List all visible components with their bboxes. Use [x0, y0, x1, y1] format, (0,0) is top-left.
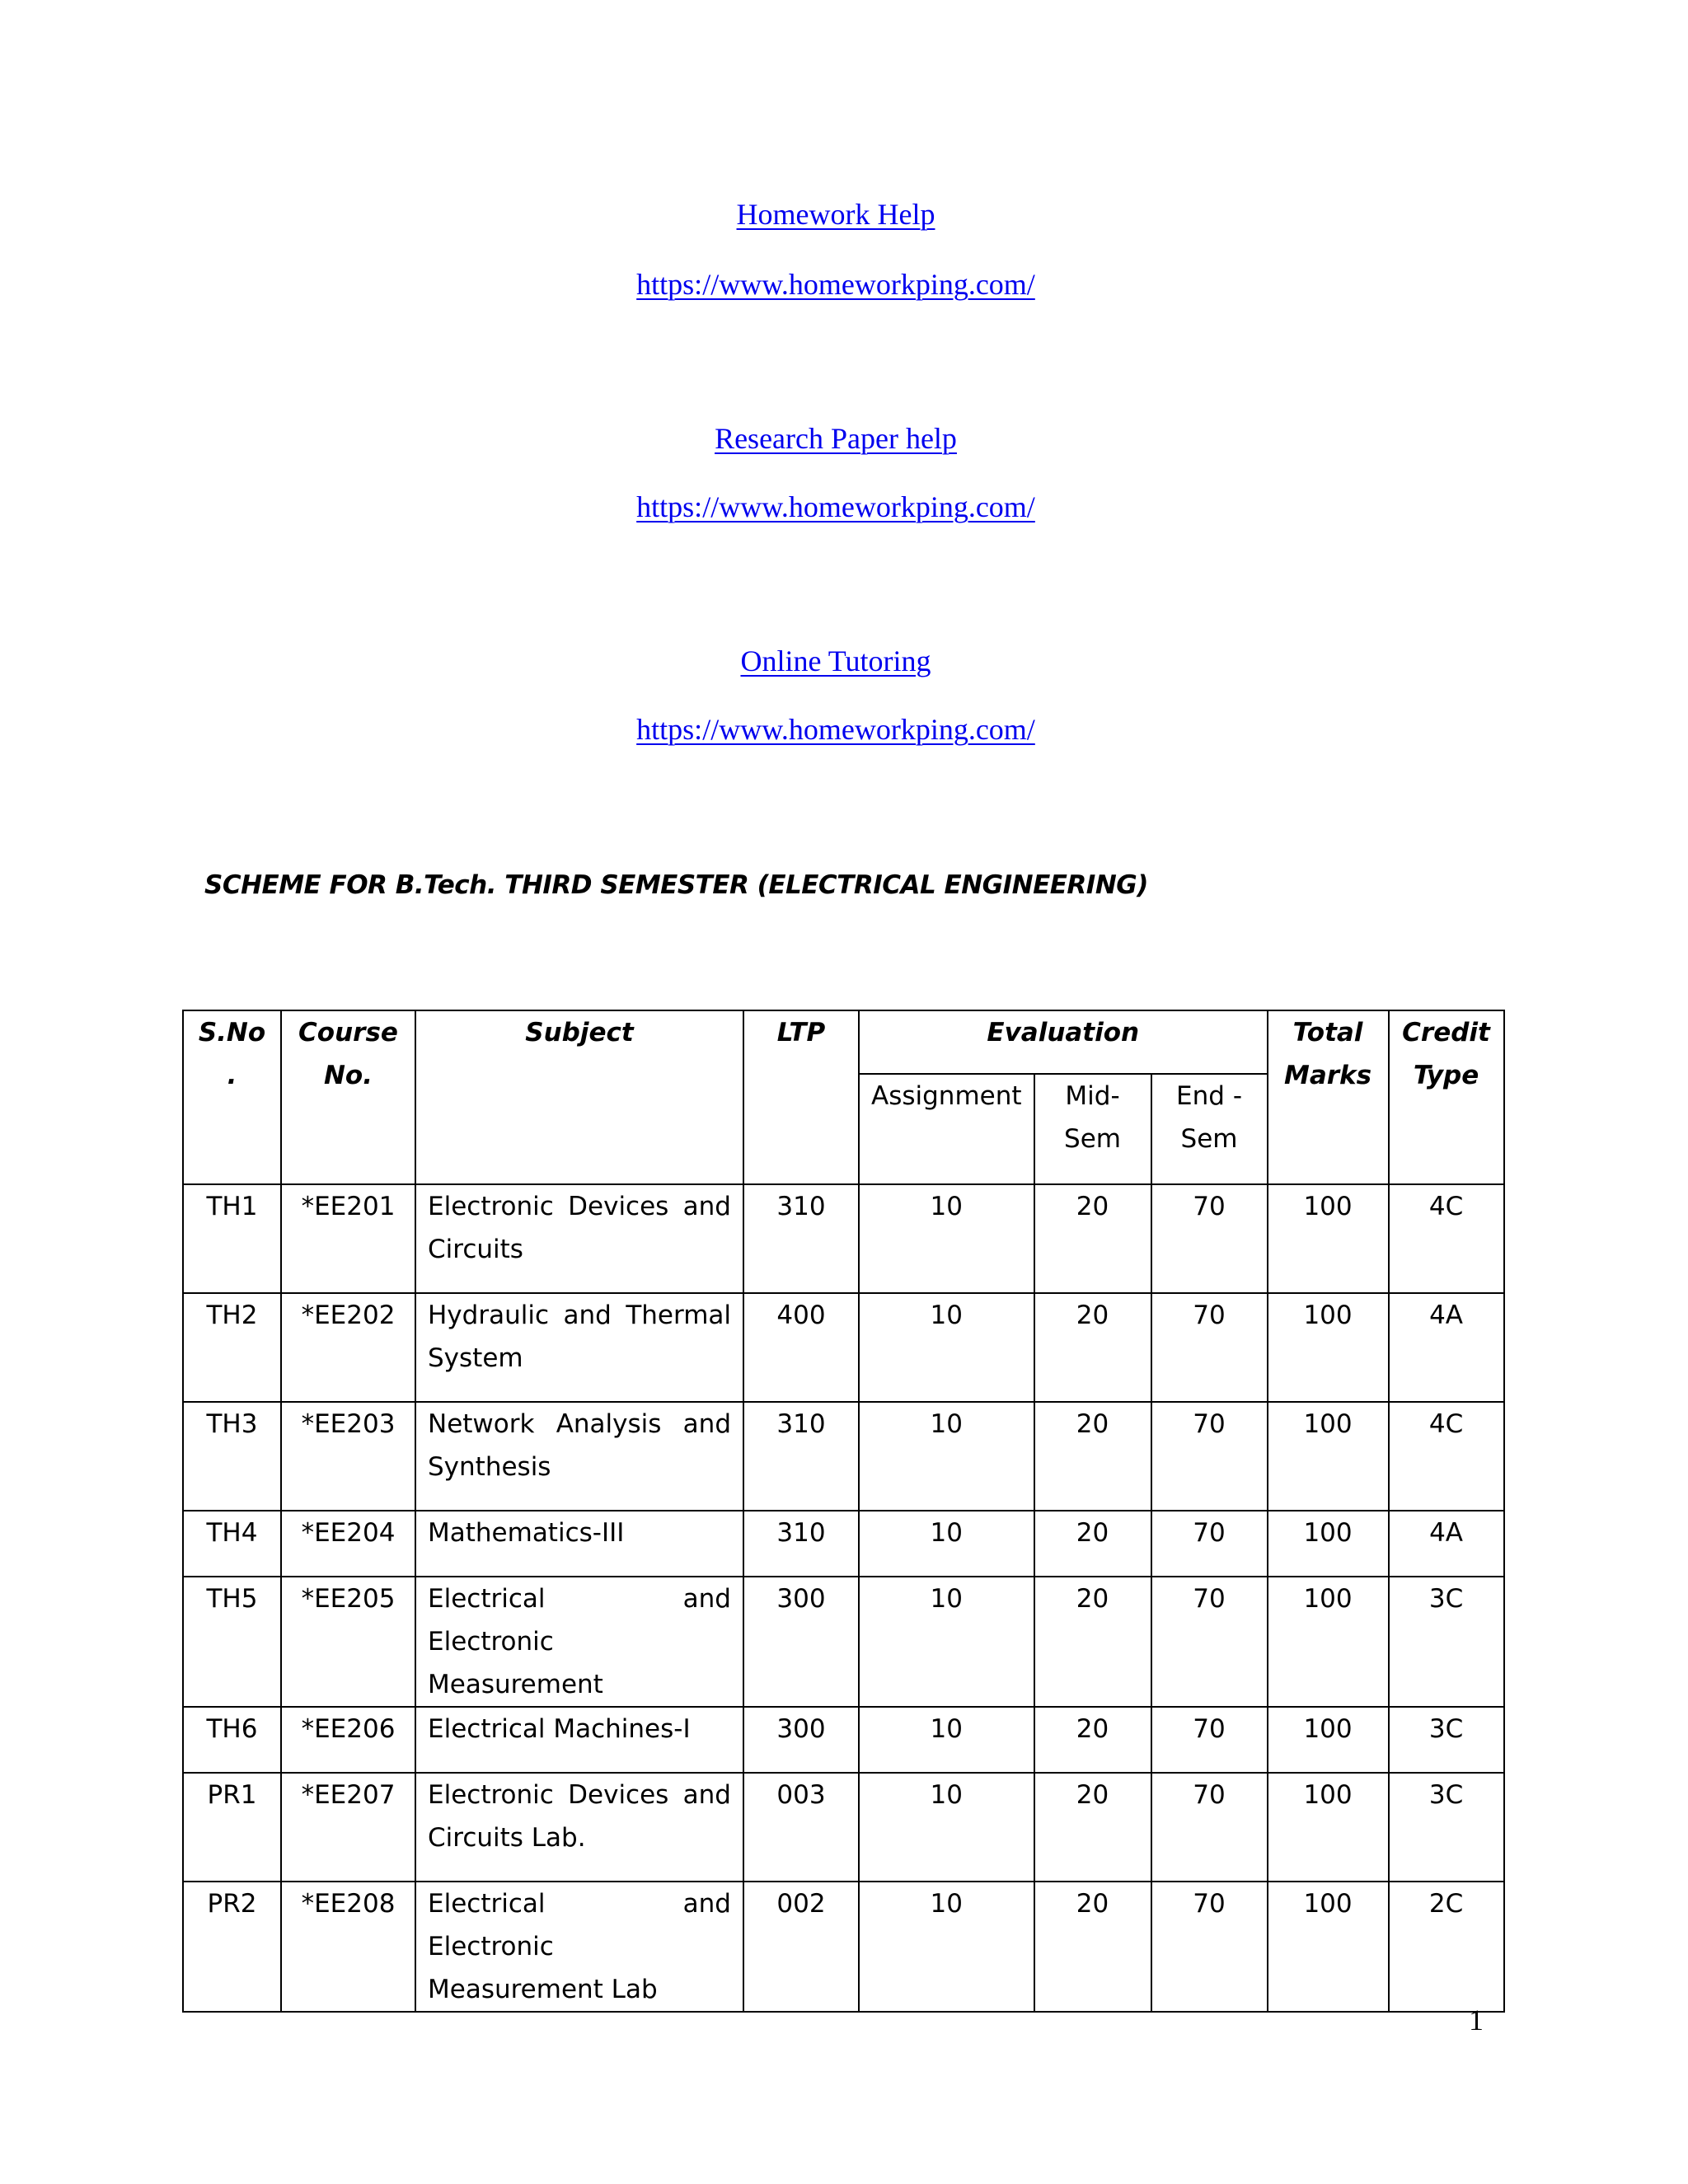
cell-credit: 2C — [1389, 1882, 1504, 2012]
header-assignment: Assignment — [859, 1074, 1034, 1184]
scheme-title: SCHEME FOR B.Tech. THIRD SEMESTER (ELECTRICAL ENGINEERING) — [204, 870, 1148, 900]
cell-total: 100 — [1268, 1707, 1389, 1773]
table-row — [183, 1402, 1504, 1511]
cell-subject: Electronic Devices and Circuits — [415, 1184, 743, 1293]
cell-course: *EE204 — [281, 1511, 415, 1577]
cell-course: *EE206 — [281, 1707, 415, 1773]
cell-subject: Electrical and Electronic Measurement — [415, 1577, 743, 1707]
cell-sno: TH3 — [183, 1402, 281, 1511]
table-row — [183, 1707, 1504, 1773]
header-end-sem: End -Sem — [1151, 1074, 1268, 1184]
link-block-homework-url — [0, 266, 1672, 302]
cell-total: 100 — [1268, 1184, 1389, 1293]
cell-mid-sem: 20 — [1034, 1402, 1151, 1511]
header-mid-sem: Mid-Sem — [1034, 1074, 1151, 1184]
cell-sno: TH4 — [183, 1511, 281, 1577]
cell-subject: Electrical Machines-I — [415, 1707, 743, 1773]
cell-subject: Mathematics-III — [415, 1511, 743, 1577]
table-row — [183, 1511, 1504, 1577]
cell-total: 100 — [1268, 1402, 1389, 1511]
cell-course: *EE202 — [281, 1293, 415, 1402]
cell-sno: TH6 — [183, 1707, 281, 1773]
research-paper-help-url-link[interactable]: https://www.homeworkping.com/ — [636, 490, 1035, 523]
cell-sno: PR1 — [183, 1773, 281, 1882]
cell-credit: 3C — [1389, 1577, 1504, 1707]
cell-assignment: 10 — [859, 1293, 1034, 1402]
cell-mid-sem: 20 — [1034, 1577, 1151, 1707]
cell-credit: 4A — [1389, 1293, 1504, 1402]
page-number: 1 — [1469, 2004, 1484, 2036]
link-block-tutoring — [0, 643, 1672, 679]
research-paper-help-link[interactable]: Research Paper help — [715, 422, 957, 455]
cell-ltp: 310 — [743, 1184, 859, 1293]
cell-mid-sem: 20 — [1034, 1184, 1151, 1293]
cell-assignment: 10 — [859, 1773, 1034, 1882]
cell-end-sem: 70 — [1151, 1773, 1268, 1882]
cell-credit: 3C — [1389, 1707, 1504, 1773]
cell-assignment: 10 — [859, 1511, 1034, 1577]
cell-mid-sem: 20 — [1034, 1511, 1151, 1577]
cell-subject: Network Analysis and Synthesis — [415, 1402, 743, 1511]
cell-ltp: 002 — [743, 1882, 859, 2012]
cell-ltp: 310 — [743, 1511, 859, 1577]
cell-sno: TH1 — [183, 1184, 281, 1293]
online-tutoring-url-link[interactable]: https://www.homeworkping.com/ — [636, 713, 1035, 746]
table-row — [183, 1882, 1504, 2012]
cell-sno: TH5 — [183, 1577, 281, 1707]
table-row — [183, 1184, 1504, 1293]
homework-help-link[interactable]: Homework Help — [736, 198, 935, 231]
cell-assignment: 10 — [859, 1577, 1034, 1707]
header-evaluation: Evaluation — [859, 1010, 1268, 1074]
link-block-homework — [0, 196, 1672, 232]
cell-ltp: 310 — [743, 1402, 859, 1511]
cell-end-sem: 70 — [1151, 1707, 1268, 1773]
scheme-table — [182, 1010, 1505, 2013]
cell-mid-sem: 20 — [1034, 1707, 1151, 1773]
cell-mid-sem: 20 — [1034, 1293, 1151, 1402]
table-row — [183, 1773, 1504, 1882]
cell-subject: Electronic Devices and Circuits Lab. — [415, 1773, 743, 1882]
table-row — [183, 1577, 1504, 1707]
table-header-row — [183, 1010, 1504, 1074]
cell-total: 100 — [1268, 1882, 1389, 2012]
cell-total: 100 — [1268, 1511, 1389, 1577]
cell-end-sem: 70 — [1151, 1293, 1268, 1402]
header-sno: S.No . — [183, 1010, 281, 1184]
link-block-tutoring-url — [0, 711, 1672, 748]
cell-ltp: 300 — [743, 1577, 859, 1707]
cell-credit: 4A — [1389, 1511, 1504, 1577]
cell-assignment: 10 — [859, 1402, 1034, 1511]
cell-end-sem: 70 — [1151, 1402, 1268, 1511]
header-total-marks: Total Marks — [1268, 1010, 1389, 1184]
cell-sno: TH2 — [183, 1293, 281, 1402]
table-row — [183, 1293, 1504, 1402]
online-tutoring-link[interactable]: Online Tutoring — [740, 644, 931, 677]
cell-end-sem: 70 — [1151, 1184, 1268, 1293]
link-block-research — [0, 420, 1672, 457]
cell-assignment: 10 — [859, 1882, 1034, 2012]
link-block-research-url — [0, 489, 1672, 525]
cell-end-sem: 70 — [1151, 1511, 1268, 1577]
cell-total: 100 — [1268, 1577, 1389, 1707]
cell-credit: 3C — [1389, 1773, 1504, 1882]
cell-subject: Hydraulic and Thermal System — [415, 1293, 743, 1402]
homework-help-url-link[interactable]: https://www.homeworkping.com/ — [636, 268, 1035, 301]
cell-course: *EE207 — [281, 1773, 415, 1882]
cell-subject: Electrical and Electronic Measurement Lab — [415, 1882, 743, 2012]
cell-credit: 4C — [1389, 1184, 1504, 1293]
header-course-no: Course No. — [281, 1010, 415, 1184]
cell-assignment: 10 — [859, 1184, 1034, 1293]
cell-ltp: 400 — [743, 1293, 859, 1402]
cell-mid-sem: 20 — [1034, 1773, 1151, 1882]
cell-ltp: 003 — [743, 1773, 859, 1882]
cell-mid-sem: 20 — [1034, 1882, 1151, 2012]
cell-course: *EE208 — [281, 1882, 415, 2012]
cell-course: *EE203 — [281, 1402, 415, 1511]
cell-course: *EE201 — [281, 1184, 415, 1293]
cell-end-sem: 70 — [1151, 1882, 1268, 2012]
cell-end-sem: 70 — [1151, 1577, 1268, 1707]
header-subject: Subject — [415, 1010, 743, 1184]
header-ltp: LTP — [743, 1010, 859, 1184]
header-credit-type: Credit Type — [1389, 1010, 1504, 1184]
cell-sno: PR2 — [183, 1882, 281, 2012]
cell-total: 100 — [1268, 1773, 1389, 1882]
cell-credit: 4C — [1389, 1402, 1504, 1511]
cell-total: 100 — [1268, 1293, 1389, 1402]
cell-assignment: 10 — [859, 1707, 1034, 1773]
cell-course: *EE205 — [281, 1577, 415, 1707]
cell-ltp: 300 — [743, 1707, 859, 1773]
